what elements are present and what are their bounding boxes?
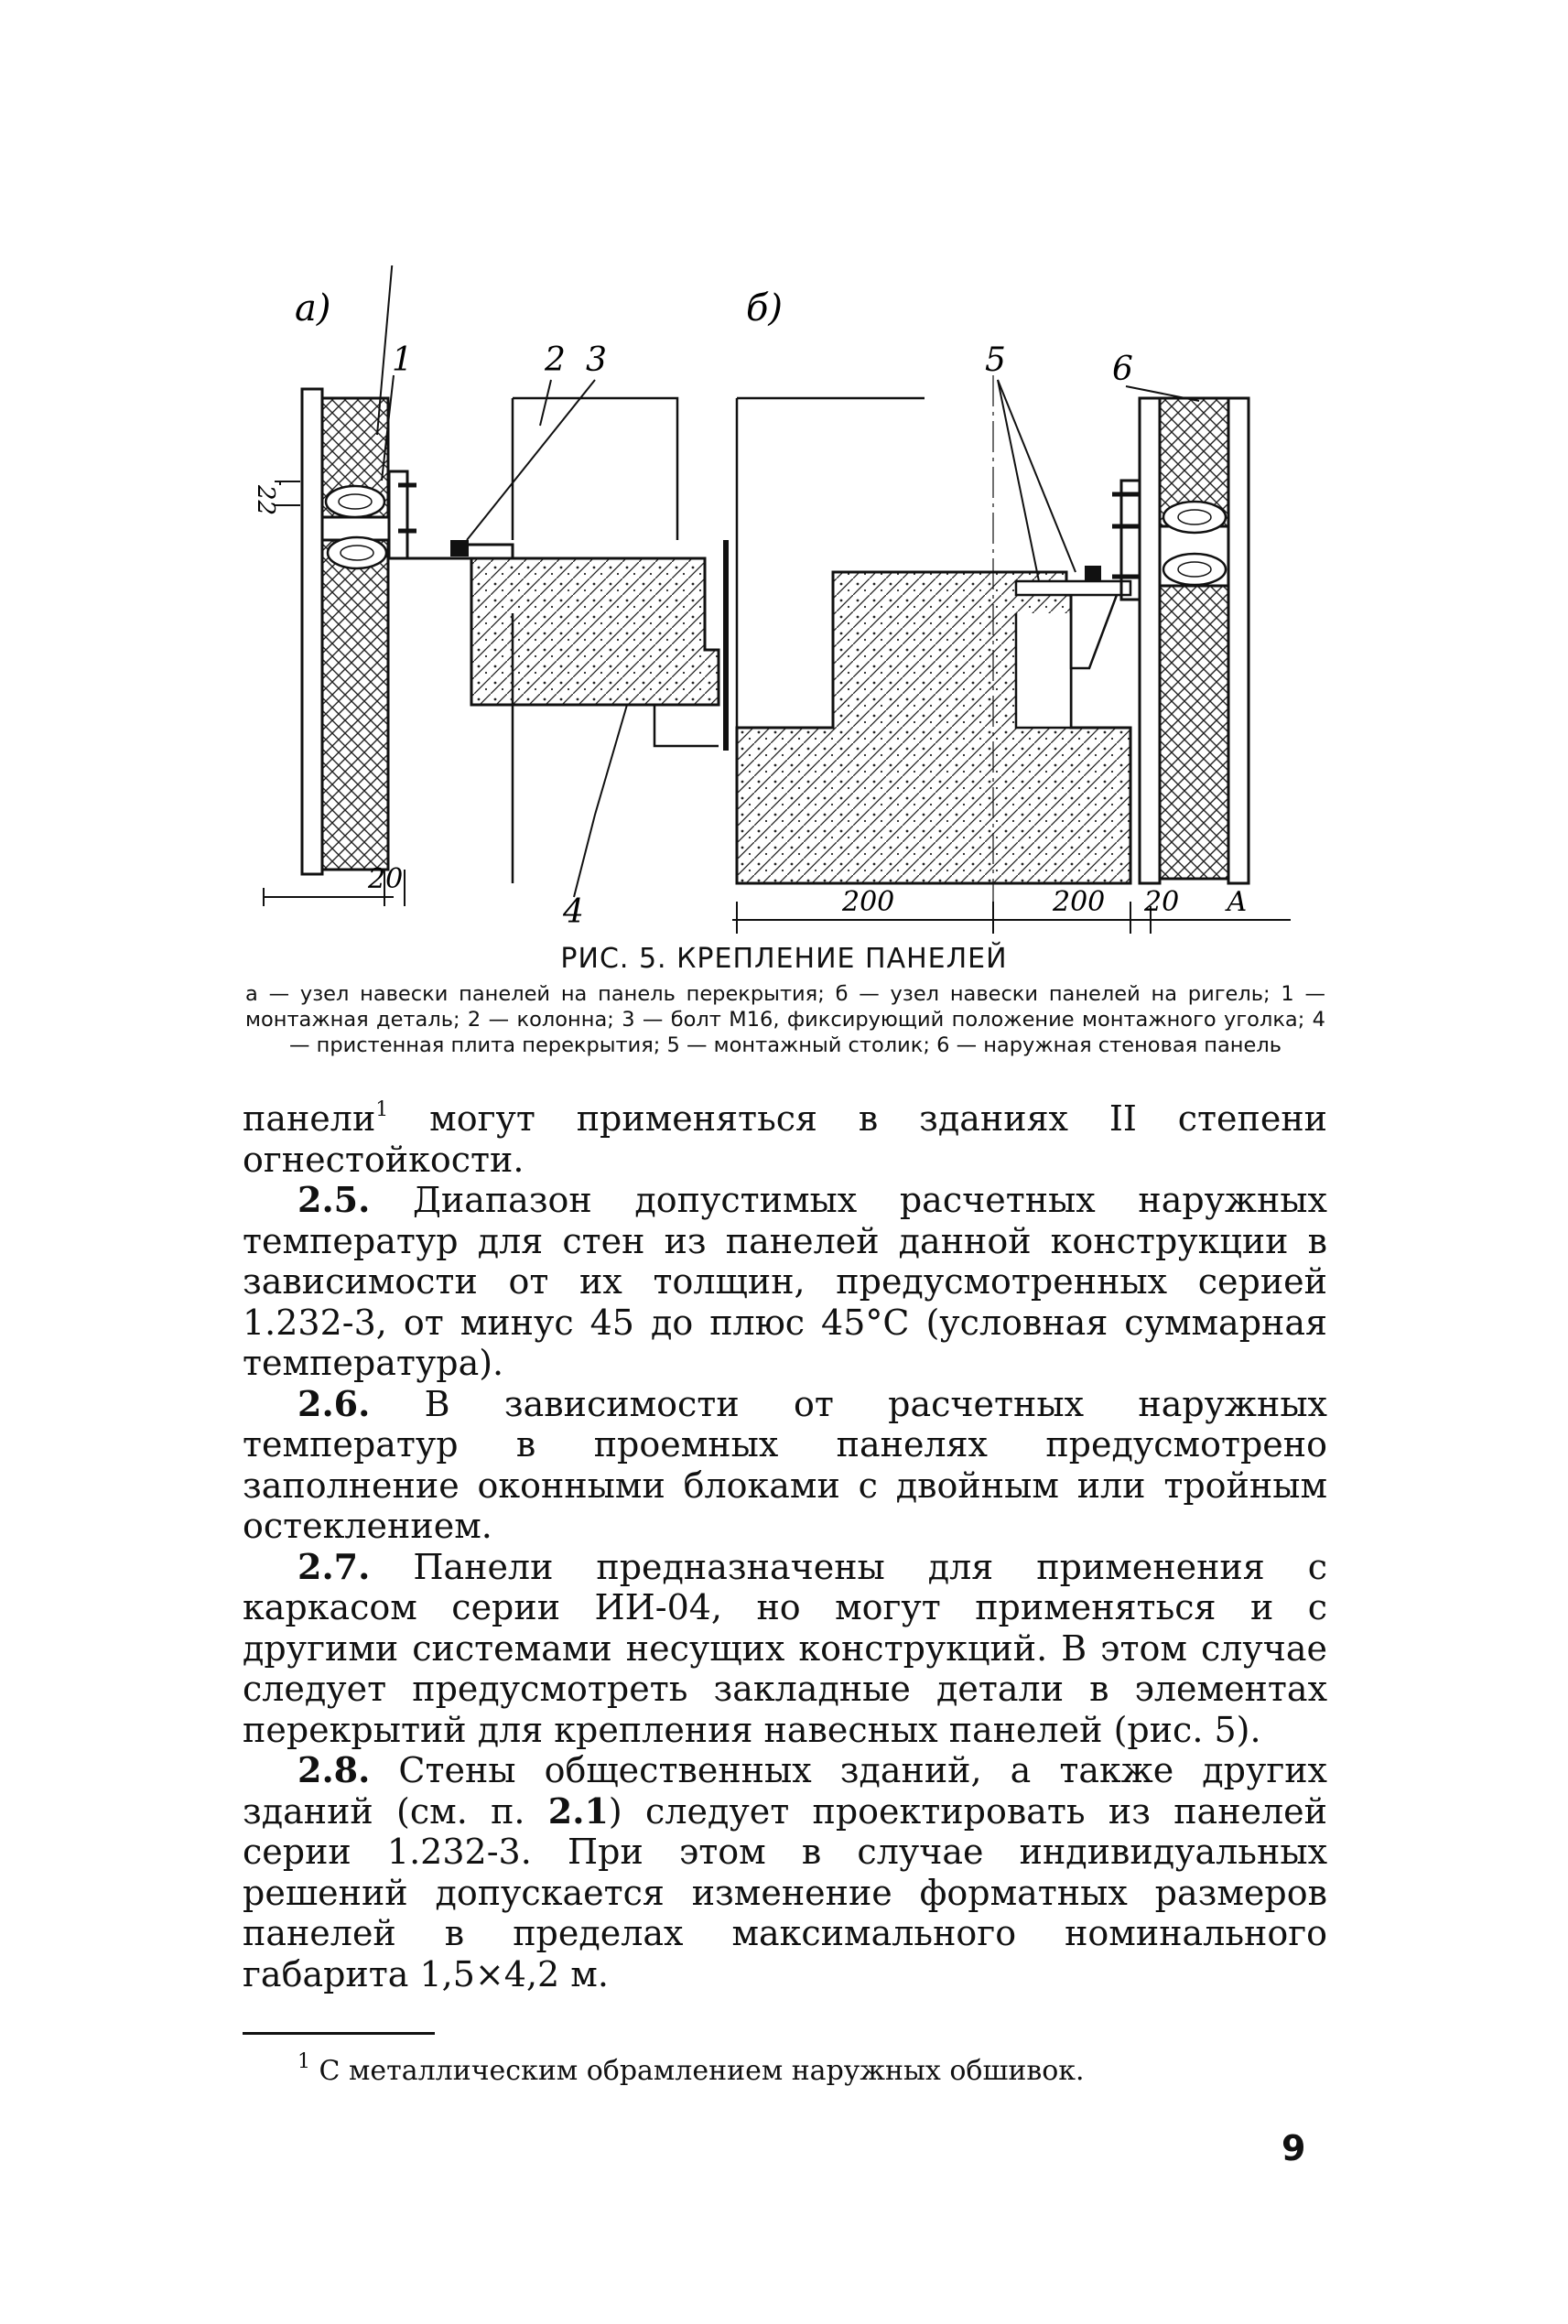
- section-number: 2.5.: [297, 1179, 371, 1220]
- paragraph-2-5: 2.5. Диапазон допустимых расчетных наружных температур для стен из панелей данной конструкции в зависимости от их толщин, предусмотренных серией 1.232-3, от минус 45 до плюс 45°С (условная суммарная температура).: [243, 1179, 1327, 1383]
- panel-label-b: б): [746, 287, 784, 330]
- floor-slab-a: [471, 558, 719, 705]
- section-number: 2.7.: [297, 1545, 371, 1587]
- detail-b: [732, 287, 1291, 934]
- axis-label-a: А: [1227, 886, 1248, 918]
- figure-caption-body: а — узел навески панелей на панель перекрытия; б — узел навески панелей на ригель; 1 — монтажная деталь; 2 — колонна; 3 — болт М16, фиксирующий положение монтажного уголка; 4 — пристенная плита перекрытия; 5 — монтажный столик; 6 — наружная стеновая панель: [245, 982, 1325, 1057]
- callout-6: 6: [1112, 351, 1133, 388]
- wall-insulation-lower-b: [1160, 586, 1228, 879]
- mounting-table-b: [1016, 581, 1130, 595]
- timber-joint-b1: [1163, 502, 1226, 533]
- dim-200-left: 200: [842, 886, 895, 918]
- wall-panel-skin-a: [302, 389, 322, 874]
- footnote-marker: 1: [375, 1098, 389, 1122]
- wall-insulation-lower-a: [322, 540, 388, 870]
- body-text: [243, 1098, 1327, 1994]
- paragraph-2-6: 2.6. В зависимости от расчетных наружных температур в проемных панелях предусмотрено заполнение оконными блоками с двойным или тройным остеклением.: [243, 1382, 1327, 1546]
- dim-200-right: 200: [1053, 886, 1106, 918]
- callout-2: 2: [545, 341, 566, 379]
- paragraph-2-8: 2.8. Стены общественных зданий, а также других зданий (см. п. 2.1) следует проектировать из панелей серии 1.232-3. При этом в случае индивидуальных решений допускается изменение форматных размеров панелей в пределах максимального номинального габарита 1,5×4,2 м.: [243, 1749, 1327, 1994]
- timber-joint-a1: [326, 486, 384, 517]
- detail-a: [252, 265, 729, 931]
- callout-1: 1: [392, 341, 413, 379]
- figure-panel-fastening: [211, 265, 1364, 934]
- section-number: 2.8.: [297, 1749, 371, 1790]
- timber-joint-b2: [1163, 554, 1226, 585]
- wall-panel-skin-b: [1140, 398, 1160, 883]
- paragraph-fire-resistance: панели$^1$ могут применяться в зданиях II степени огнестойкости.: [243, 1098, 1327, 1180]
- bolt-m16-a: [450, 540, 469, 557]
- callout-3: 3: [586, 341, 607, 379]
- footnote-number: 1: [297, 2050, 310, 2073]
- footnote: $^1$ С металлическим обрамлением наружных обшивок.: [297, 2050, 1085, 2087]
- timber-joint-a2: [328, 537, 386, 568]
- figure-caption-title: РИС. 5. КРЕПЛЕНИЕ ПАНЕЛЕЙ: [560, 943, 1008, 975]
- callout-5: 5: [985, 341, 1006, 379]
- footnote-rule: [243, 2032, 435, 2035]
- page-number: 9: [1281, 2128, 1306, 2168]
- paragraph-2-7: 2.7. Панели предназначены для применения с каркасом серии ИИ-04, но могут применяться и с другими системами несущих конструкций. В этом случае следует предусмотреть закладные детали в элементах перекрытий для крепления навесных панелей (рис. 5).: [243, 1545, 1327, 1750]
- section-reference: 2.1: [547, 1789, 609, 1832]
- dim-20-b: 20: [1144, 886, 1180, 918]
- section-number: 2.6.: [297, 1382, 371, 1424]
- dim-20-a: 20: [368, 863, 404, 895]
- panel-label-a: а): [295, 287, 331, 330]
- callout-4: 4: [563, 893, 584, 931]
- dim-22-a: 22: [252, 485, 279, 516]
